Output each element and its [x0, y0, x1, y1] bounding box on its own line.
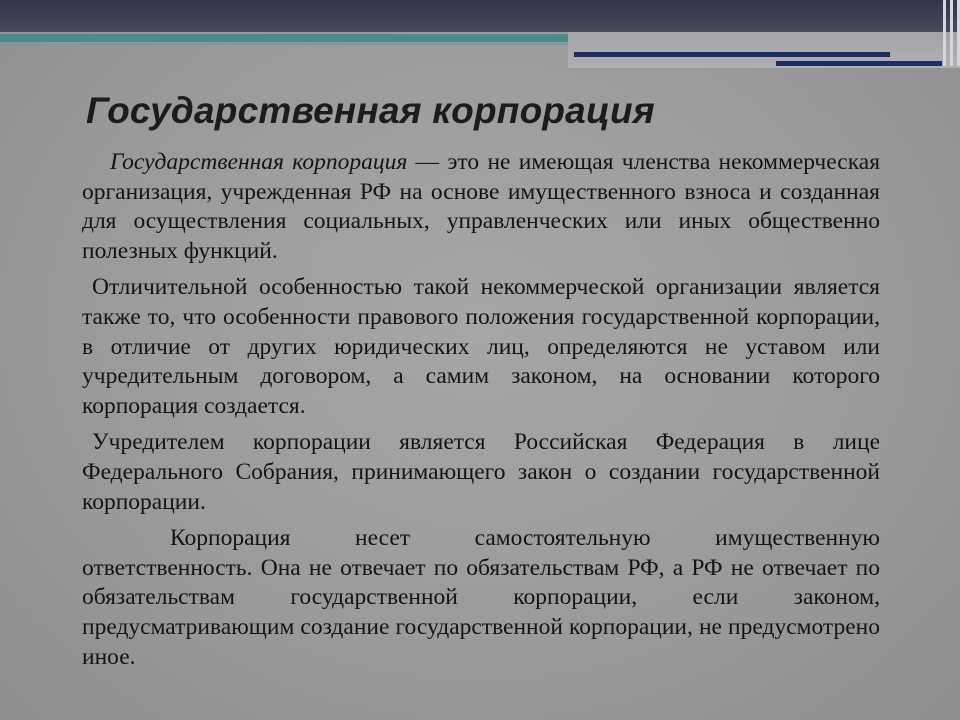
teal-accent-line-thin [0, 43, 568, 45]
navy-accent-bar [574, 52, 890, 57]
teal-accent-line [0, 34, 568, 42]
paragraph-distinctive-feature: Отличительной особенностью такой некоммерческой организации является также то, что особенности правового положения государственной корпорации, в отличие от других юридических лиц, определяются не уставом или учредительным договором, а самим законом, на основании которого корпорация создается. [82, 274, 880, 419]
paragraph-founder: Учредителем корпорации является Российская Федерация в лице Федерального Собрания, принимающего закон о создании государственной корпорации. [82, 429, 880, 515]
header-band [0, 0, 960, 32]
paragraph-definition [82, 148, 880, 266]
slide-title: Государственная корпорация [86, 90, 655, 131]
definition-text: — это не имеющая членства некоммерческая организация, учрежденная РФ на основе имущественного взноса и созданная для осуществления социальных, управленческих или иных общественно полезных функций. [82, 149, 880, 264]
paragraph-liability: Корпорация несет самостоятельную имущественную ответственность. Она не отвечает по обязательствам РФ, а РФ не отвечает по обязательствам государственной корпорации, если законом, предусматривающим создание государственной корпорации, не предусмотрено иное. [82, 525, 880, 670]
corner-stripes [934, 0, 960, 66]
corner-stripe [950, 0, 953, 66]
navy-accent-bar-short [776, 61, 942, 66]
slide-body [82, 148, 880, 679]
defined-term: Государственная корпорация [110, 149, 408, 175]
corner-stripe [943, 0, 946, 66]
